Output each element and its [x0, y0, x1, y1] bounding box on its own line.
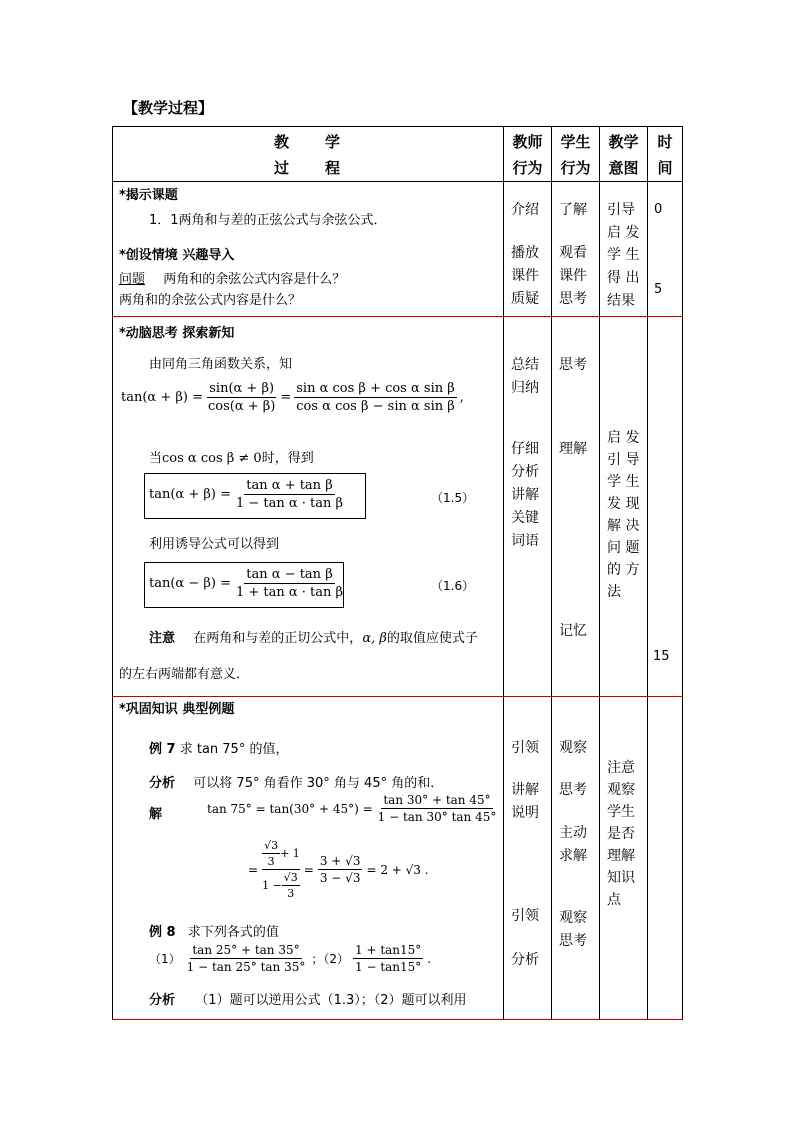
ex8-item2-num: 1 + tan15°	[355, 943, 422, 957]
row1-time-2: 5	[654, 282, 663, 297]
row2-teacher-6: 关键	[511, 510, 539, 526]
s2-inner-den1: 3	[267, 855, 275, 868]
s2-inner-frac2	[282, 871, 300, 900]
tan-sum-fraction2	[294, 381, 457, 414]
row1-time	[648, 182, 683, 317]
s1-den: 1 − tan 30° tan 45°	[377, 810, 497, 824]
row1-student-4: 思考	[559, 291, 587, 307]
row1-student	[552, 182, 600, 317]
row2-intent-3: 学 生	[607, 474, 640, 490]
f16-lhs: tan(α − β) =	[149, 576, 231, 591]
row1-time-1: 0	[654, 202, 663, 217]
example8-items	[149, 943, 431, 974]
header-intent-text: 教学意图	[608, 133, 639, 177]
row1-title-line: 1．1两角和与差的正弦公式与余弦公式．	[149, 213, 387, 228]
formula-1-6	[149, 567, 345, 600]
header-process-line1: 教 学	[273, 133, 342, 151]
row3-student-4: 求解	[559, 848, 587, 864]
ex8-item2-den: 1 − tan15°	[355, 960, 422, 974]
row2-intent-7: 的 方	[607, 562, 640, 578]
ex8-item1-label: （1）	[149, 952, 181, 966]
row1-teacher-4: 质疑	[511, 291, 539, 307]
row2-note	[149, 627, 478, 646]
ex8-item2-label: ；（2）	[311, 952, 349, 966]
analysis2-label: 分析	[149, 993, 176, 1008]
row3-intent-2: 观察	[607, 782, 635, 798]
row2-teacher-3: 仔细	[511, 441, 539, 457]
analysis1-label: 分析	[149, 776, 176, 791]
example7-label: 例 7	[149, 742, 176, 757]
row2-process	[113, 317, 504, 697]
ex8-item1-num: tan 25° + tan 35°	[192, 943, 300, 957]
row3-student-6: 思考	[559, 933, 587, 949]
row1-heading2: *创设情境 兴趣导入	[119, 248, 235, 263]
row2-intent-5: 解 决	[607, 518, 640, 534]
condition-suffix: 时，得到	[261, 451, 314, 466]
row3-teacher	[504, 697, 552, 1020]
row2-teacher-5: 讲解	[511, 487, 539, 503]
example8	[149, 921, 279, 940]
row2-condition	[149, 447, 314, 466]
analysis1	[149, 772, 443, 791]
row1-student-3: 课件	[559, 268, 587, 284]
tan-sum-frac1-den: cos(α + β)	[207, 399, 276, 414]
row2-student-2: 理解	[559, 441, 587, 457]
solution-step1	[207, 793, 498, 824]
s2-plus-one: + 1	[280, 847, 300, 860]
example8-text: 求下列各式的值	[187, 925, 279, 940]
row3-intent-1: 注意	[607, 760, 635, 776]
row2-induce: 利用诱导公式可以得到	[149, 537, 280, 552]
row2-teacher-1: 总结	[511, 357, 539, 373]
condition-expr: cos α cos β ≠ 0	[162, 451, 262, 466]
ex8-item1-den: 1 − tan 25° tan 35°	[186, 960, 306, 974]
row3-intent-3: 学生	[607, 804, 635, 820]
header-student	[552, 127, 600, 182]
header-teacher	[504, 127, 552, 182]
s2-mid-num: 3 + √3	[319, 854, 361, 868]
row3-teacher-5: 分析	[511, 952, 539, 968]
row2-heading: *动脑思考 探索新知	[119, 326, 235, 341]
header-intent	[600, 127, 648, 182]
row3-teacher-3: 说明	[511, 805, 539, 821]
f16-num: tan α − tan β	[246, 567, 333, 582]
row3-teacher-1: 引领	[511, 740, 539, 756]
row3-teacher-2: 讲解	[511, 782, 539, 798]
row2-intro: 由同角三角函数关系，知	[149, 357, 293, 372]
tan-sum-frac2-den: cos α cos β − sin α sin β	[296, 399, 455, 414]
row3-student	[552, 697, 600, 1020]
row1-student-2: 观看	[559, 245, 587, 261]
section-title: 【教学过程】	[123, 99, 214, 117]
row3-student-1: 观察	[559, 740, 587, 756]
lesson-process-table	[112, 126, 683, 1020]
row1-heading: *揭示课题	[119, 188, 178, 203]
eq-number-1-6: （1.6）	[431, 579, 475, 593]
formula-1-6-box	[144, 562, 344, 608]
s2-result: = 2 + √3 .	[366, 862, 429, 877]
tan-sum-frac2-num: sin α cos β + cos α sin β	[296, 381, 455, 396]
row1-student-1: 了解	[559, 202, 587, 218]
row3-intent	[600, 697, 648, 1020]
row2-intent-1: 启 发	[607, 430, 640, 446]
row2-student-1: 思考	[559, 357, 587, 373]
row3-intent-7: 点	[607, 892, 621, 908]
row2-intent-6: 问 题	[607, 540, 640, 556]
row2-teacher	[504, 317, 552, 697]
row2-note-line2: 的左右两端都有意义．	[119, 667, 250, 682]
row1-teacher-1: 介绍	[511, 202, 539, 218]
row2-student	[552, 317, 600, 697]
header-teacher-text: 教师行为	[512, 133, 543, 177]
f15-den: 1 − tan α · tan β	[235, 496, 344, 511]
question-text: 两角和的余弦公式内容是什么？	[163, 272, 346, 287]
s2-complex-fraction	[262, 839, 300, 900]
row3-student-3: 主动	[559, 825, 587, 841]
example7	[149, 738, 288, 757]
s1-lhs: tan 75° = tan(30° + 45°) =	[207, 801, 373, 816]
s2-eq: =	[248, 862, 259, 877]
s1-num: tan 30° + tan 45°	[383, 793, 491, 807]
formula-1-5-box	[144, 473, 366, 519]
row2-student-3: 记忆	[559, 623, 587, 639]
s2-eq2: =	[303, 862, 314, 877]
s2-mid-fraction	[318, 854, 363, 885]
ex8-period: .	[427, 951, 432, 966]
solve-label: 解	[149, 807, 163, 822]
row1-teacher-2: 播放	[511, 245, 539, 261]
formula-1-5	[149, 478, 345, 511]
row1-teacher	[504, 182, 552, 317]
row2-time	[648, 317, 683, 697]
row2-time-value: 15	[653, 649, 670, 664]
row1-question2: 两角和的余弦公式内容是什么？	[119, 293, 302, 308]
example8-label: 例 8	[149, 925, 176, 940]
row3-student-2: 思考	[559, 782, 587, 798]
example7-text: 求 tan 75° 的值，	[179, 742, 289, 757]
s2-complex-num	[262, 839, 300, 870]
condition-prefix: 当	[149, 451, 163, 466]
f15-fraction	[234, 478, 345, 511]
analysis1-text: 可以将 75° 角看作 30° 角与 45° 角的和．	[193, 776, 444, 791]
row2-teacher-2: 归纳	[511, 380, 539, 396]
row1-intent	[600, 182, 648, 317]
note-label: 注意	[149, 631, 176, 646]
s2-inner-den2: 3	[287, 887, 295, 900]
row3-heading: *巩固知识 典型例题	[119, 702, 235, 717]
analysis2-text: （1）题可以逆用公式（1.3）；（2）题可以利用	[195, 993, 467, 1008]
row1-process	[113, 182, 504, 317]
row1-teacher-3: 课件	[511, 268, 539, 284]
row1-intent-2: 启 发	[607, 225, 640, 241]
tan-sum-frac1-num: sin(α + β)	[209, 381, 275, 396]
row3-intent-5: 理解	[607, 848, 635, 864]
row2-intent	[600, 317, 648, 697]
ex8-item2-fraction	[353, 943, 423, 974]
row1-question	[119, 268, 345, 287]
note-text2: 的取值应使式子	[386, 631, 478, 646]
row2-teacher-4: 分析	[511, 464, 539, 480]
s2-inner-frac1	[262, 839, 280, 868]
tan-sum-expansion: tan(α + β) = $\frac{\sin(\alpha + \beta)}{\cos(\alpha + \beta)}$ = $\frac{\text{sin α cos β + cos α sin β}}{\text{cos α cos β − sin α sin β}}$ ,	[121, 381, 464, 414]
s1-fraction	[376, 793, 499, 824]
f16-den: 1 + tan α · tan β	[235, 585, 344, 600]
header-process-line2: 过 程	[273, 159, 342, 177]
header-student-text: 学生行为	[560, 133, 591, 177]
row1-intent-5: 结果	[607, 293, 635, 309]
s2-mid-den: 3 − √3	[319, 871, 361, 885]
solution-step2	[248, 839, 429, 900]
row3-intent-6: 知识	[607, 870, 635, 886]
tan-sum-lhs: tan(α + β) =	[121, 390, 203, 405]
s2-inner-num2: √3	[283, 871, 298, 884]
row2-intent-2: 引 导	[607, 452, 640, 468]
row1-intent-3: 学 生	[607, 247, 640, 263]
s2-inner-num1: √3	[264, 839, 279, 852]
row2-intent-8: 法	[607, 584, 621, 600]
ex8-item1-fraction	[185, 943, 308, 974]
header-time-text: 时间	[657, 133, 673, 177]
header-time	[648, 127, 683, 182]
row3-time	[648, 697, 683, 1020]
row3-teacher-4: 引领	[511, 908, 539, 924]
f15-lhs: tan(α + β) =	[149, 487, 231, 502]
s2-den-pre: 1 −	[262, 879, 282, 892]
eq-number-1-5: （1.5）	[431, 491, 475, 505]
row2-intent-4: 发 现	[607, 496, 640, 512]
note-text: 在两角和与差的正切公式中，	[193, 631, 363, 646]
f16-fraction	[234, 567, 345, 600]
row2-teacher-7: 词语	[511, 533, 539, 549]
f15-num: tan α + tan β	[246, 478, 333, 493]
row3-student-5: 观察	[559, 910, 587, 926]
s2-complex-den	[262, 870, 300, 900]
row3-intent-4: 是否	[607, 826, 635, 842]
row1-intent-1: 引导	[607, 202, 635, 218]
question-label: 问题	[119, 272, 146, 287]
header-process	[113, 127, 504, 182]
row3-process	[113, 697, 504, 1020]
row1-intent-4: 得 出	[607, 270, 640, 286]
note-alpha-beta: α, β	[362, 631, 387, 646]
tan-sum-fraction1	[206, 381, 277, 414]
analysis2	[149, 989, 467, 1008]
